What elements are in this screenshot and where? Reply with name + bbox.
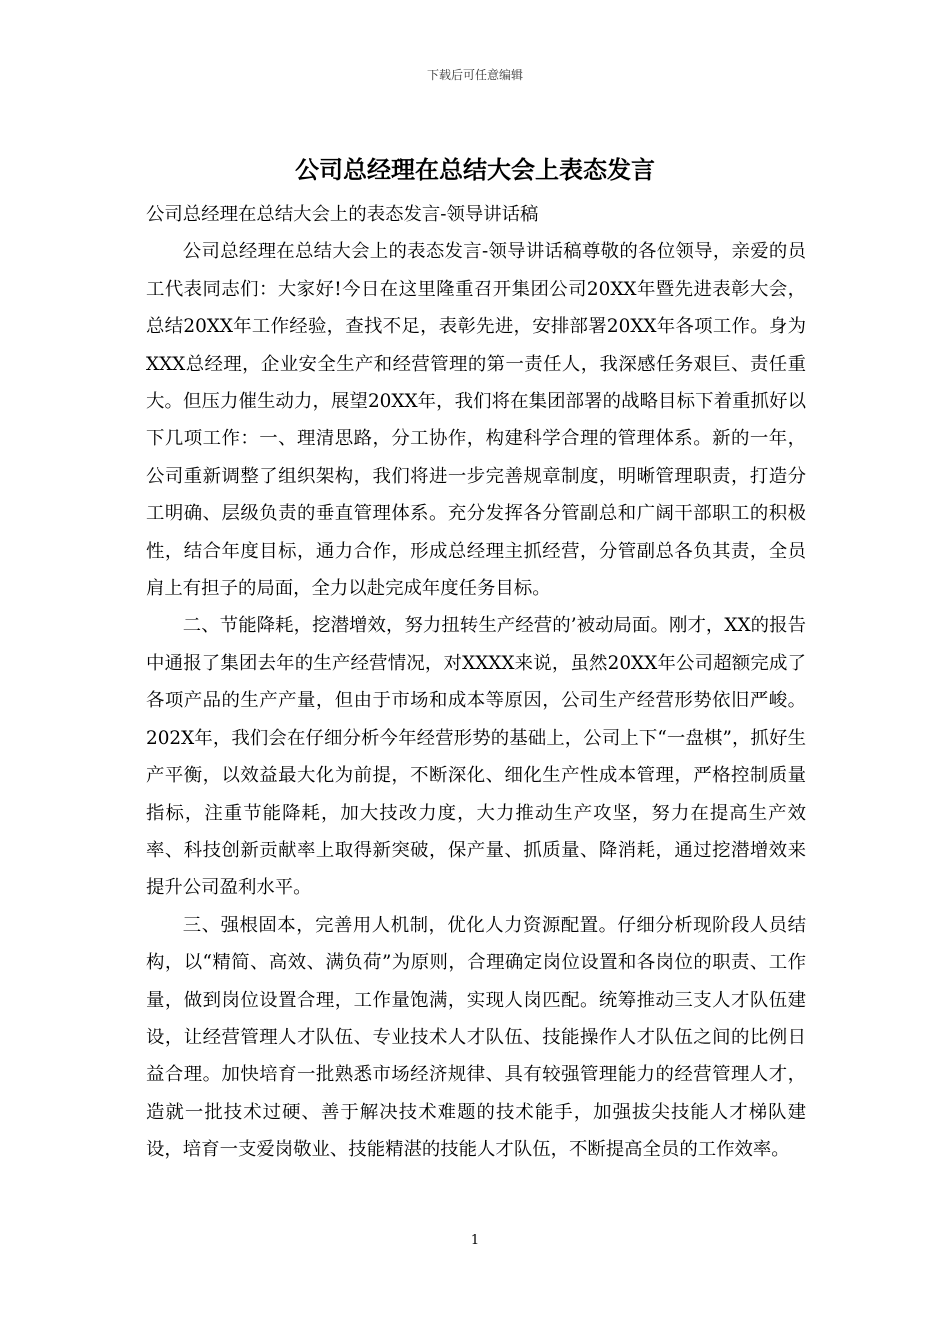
paragraph-3: 三、强根固本，完善用人机制，优化人力资源配置。仔细分析现阶段人员结构，以“精简、高效、满负荷”为原则，合理确定岗位设置和各岗位的职责、工作量，做到岗位设置合理，工作量饱满，实现人岗匹配。统筹推动三支人才队伍建设，让经营管理人才队伍、专业技术人才队伍、技能操作人才队伍之间的比例日益合理。加快培育一批熟悉市场经济规律、具有较强管理能力的经营管理人才，造就一批技术过硬、善于解决技术难题的技术能手，加强拔尖技能人才梯队建设，培育一支爱岗敬业、技能精湛的技能人才队伍，不断提高全员的工作效率。 [146, 914, 806, 1161]
document-title: 公司总经理在总结大会上表态发言 [295, 156, 655, 184]
document-body [146, 196, 806, 1169]
document-subtitle: 公司总经理在总结大会上的表态发言-领导讲话稿 [146, 204, 539, 225]
paragraph-2: 二、节能降耗，挖潜增效，努力扭转生产经营的’被动局面。刚才，XX的报告中通报了集团去年的生产经营情况，对XXXX来说，虽然20XX年公司超额完成了各项产品的生产产量，但由于市场和成本等原因，公司生产经营形势依旧严峻。202X年，我们会在仔细分析今年经营形势的基础上，公司上下“一盘棋”，抓好生产平衡，以效益最大化为前提，不断深化、细化生产性成本管理，严格控制质量指标，注重节能降耗，加大技改力度，大力推动生产攻坚，努力在提高生产效率、科技创新贡献率上取得新突破，保产量、抓质量、降消耗，通过挖潜增效来提升公司盈利水平。 [146, 615, 806, 899]
page-header: 下载后可任意编辑 [426, 68, 523, 82]
page-number: 1 [470, 1233, 480, 1248]
paragraph-1: 公司总经理在总结大会上的表态发言-领导讲话稿尊敬的各位领导，亲爱的员工代表同志们：大家好!今日在这里隆重召开集团公司20XX年暨先进表彰大会，总结20XX年工作经验，查找不足，表彰先进，安排部署20XX年各项工作。身为XXX总经理，企业安全生产和经营管理的第一责任人，我深感任务艰巨、责任重大。但压力催生动力，展望20XX年，我们将在集团部署的战略目标下着重抓好以下几项工作：一、理清思路，分工协作，构建科学合理的管理体系。新的一年，公司重新调整了组织架构，我们将进一步完善规章制度，明晰管理职责，打造分工明确、层级负责的垂直管理体系。充分发挥各分管副总和广阔干部职工的积极性，结合年度目标，通力合作，形成总经理主抓经营，分管副总各负其责，全员肩上有担子的局面，全力以赴完成年度任务目标。 [146, 241, 806, 600]
